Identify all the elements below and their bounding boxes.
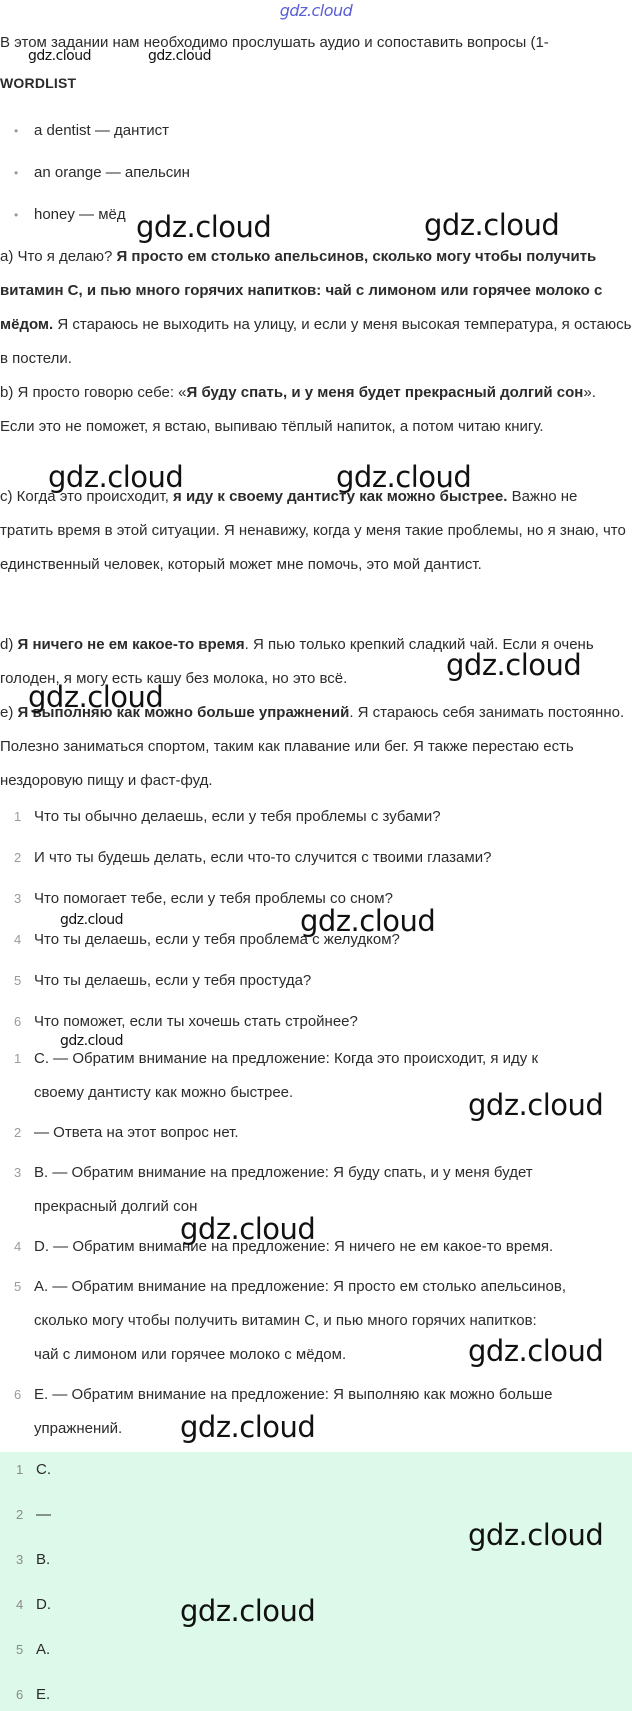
watermark: gdz.cloud: [424, 208, 560, 242]
question-number: 4: [14, 932, 22, 947]
paragraph-text: . Я пью только крепкий сладкий чай. Если я очень голоден, я могу есть кашу без молока, но это всё.: [0, 636, 594, 687]
paragraph-text: Я стараюсь не выходить на улицу, и если у меня высокая температура, я остаюсь в постели.: [0, 316, 632, 367]
watermark: gdz.cloud: [468, 1334, 604, 1368]
answer-item: [0, 1638, 50, 1662]
question-text: Что поможет, если ты хочешь стать стройнее?: [34, 1013, 358, 1030]
question-text: Что ты делаешь, если у тебя простуда?: [34, 972, 312, 989]
paragraph-text: e): [0, 704, 18, 721]
text-paragraph: [0, 480, 632, 582]
explanation-line: сколько могу чтобы получить витамин C, и пью много горячих напитков:: [34, 1312, 537, 1329]
answer-text: A.: [36, 1641, 51, 1658]
paragraph-text: b) Я просто говорю себе: «: [0, 384, 187, 401]
answers-box: [0, 1452, 632, 1711]
explanation-line: упражнений.: [34, 1420, 123, 1437]
question-item: [0, 841, 632, 882]
question-text: И что ты будешь делать, если что-то случится с твоими глазами?: [34, 849, 492, 866]
watermark: gdz.cloud: [28, 680, 164, 714]
explanation-line: чай с лимоном или горячее молоко с мёдом.: [34, 1346, 347, 1363]
question-text: Что помогает тебе, если у тебя проблемы со сном?: [34, 890, 393, 907]
paragraph-bold-text: Я буду спать, и у меня будет прекрасный долгий сон: [186, 384, 584, 401]
question-number: 6: [14, 1014, 22, 1029]
text-paragraph: [0, 376, 632, 444]
watermark: gdz.cloud: [148, 48, 211, 64]
watermark: gdz.cloud: [468, 1088, 604, 1122]
watermark: gdz.cloud: [180, 1212, 316, 1246]
answer-text: E.: [36, 1686, 51, 1703]
paragraph-text: a) Что я делаю?: [0, 248, 117, 265]
paragraph-text: . Я стараюсь себя занимать постоянно. Полезно заниматься спортом, таким как плавание или бег. Я также перестаю есть нездоровую пищу и фаст-фуд.: [0, 704, 625, 789]
answer-number: 4: [16, 1597, 24, 1612]
watermark: gdz.cloud: [48, 460, 184, 494]
explanation-number: 1: [14, 1051, 22, 1066]
answer-item: [0, 1503, 51, 1527]
explanation-line: — Ответа на этот вопрос нет.: [34, 1124, 239, 1141]
watermark: gdz.cloud: [300, 904, 436, 938]
answer-number: 3: [16, 1552, 24, 1567]
question-item: [0, 964, 632, 1005]
paragraph-bold-text: Я ничего не ем какое-то время: [17, 636, 245, 653]
answer-text: B.: [36, 1551, 51, 1568]
question-number: 5: [14, 973, 22, 988]
paragraph-text: d): [0, 636, 18, 653]
answer-item: [0, 1458, 51, 1482]
question-text: Что ты обычно делаешь, если у тебя проблемы с зубами?: [34, 808, 441, 825]
explanation-line: B. — Обратим внимание на предложение: Я буду спать, и у меня будет: [34, 1164, 533, 1181]
watermark: gdz.cloud: [180, 1410, 316, 1444]
wordlist-item: • honey — мёд: [0, 204, 190, 246]
watermark: gdz.cloud: [60, 1033, 123, 1049]
wordlist-item: • a dentist — дантист: [0, 120, 190, 162]
explanation-item: [0, 1378, 632, 1446]
answer-item: [0, 1548, 50, 1572]
site-logo[interactable]: gdz.cloud: [279, 1, 353, 20]
watermark: gdz.cloud: [180, 1594, 316, 1628]
answer-number: 1: [16, 1462, 24, 1477]
answer-text: C.: [36, 1461, 51, 1478]
explanation-item: [0, 1156, 632, 1224]
wordlist-item: • an orange — апельсин: [0, 162, 190, 204]
paragraph-text: Важно не тратить время в этой ситуации. Я ненавижу, когда у меня такие проблемы, но я знаю, что единственный человек, который может мне помочь, это мой дантист.: [0, 488, 626, 573]
explanation-number: 2: [14, 1125, 22, 1140]
watermark: gdz.cloud: [336, 460, 472, 494]
paragraph-text: ». Если это не поможет, я встаю, выпиваю тёплый напиток, а потом читаю книгу.: [0, 384, 596, 435]
paragraph-bold-text: Я выполняю как можно больше упражнений: [17, 704, 350, 721]
answer-number: 2: [16, 1507, 24, 1522]
explanation-number: 5: [14, 1279, 22, 1294]
paragraph-bold-text: Я просто ем столько апельсинов, сколько могу чтобы получить витамин C, и пью много горячих напитков: чай с лимоном или горячее молоко с мёдом.: [0, 248, 603, 333]
explanation-line: прекрасный долгий сон: [34, 1198, 198, 1215]
explanation-item: [0, 1230, 632, 1264]
watermark: gdz.cloud: [468, 1518, 604, 1552]
paragraph-bold-text: я иду к своему дантисту как можно быстрее.: [173, 488, 508, 505]
question-number: 2: [14, 850, 22, 865]
answer-text: D.: [36, 1596, 51, 1613]
text-paragraph: [0, 240, 632, 376]
question-item: [0, 800, 632, 841]
task-intro: В этом задании нам необходимо прослушать аудио и сопоставить вопросы (1-: [0, 34, 549, 51]
explanation-number: 3: [14, 1165, 22, 1180]
explanation-line: E. — Обратим внимание на предложение: Я выполняю как можно больше: [34, 1386, 553, 1403]
question-text: Что ты делаешь, если у тебя проблема с желудком?: [34, 931, 400, 948]
answer-number: 5: [16, 1642, 24, 1657]
wordlist-title: WORDLIST: [0, 75, 77, 91]
answer-number: 6: [16, 1687, 24, 1702]
answer-text: —: [36, 1506, 51, 1523]
answer-item: [0, 1683, 50, 1707]
explanation-line: A. — Обратим внимание на предложение: Я просто ем столько апельсинов,: [34, 1278, 567, 1295]
explanation-line: C. — Обратим внимание на предложение: Когда это происходит, я иду к: [34, 1050, 539, 1067]
explanation-line: своему дантисту как можно быстрее.: [34, 1084, 294, 1101]
answer-item: [0, 1593, 51, 1617]
explanation-number: 4: [14, 1239, 22, 1254]
question-number: 3: [14, 891, 22, 906]
question-number: 1: [14, 809, 22, 824]
explanation-number: 6: [14, 1387, 22, 1402]
watermark: gdz.cloud: [446, 648, 582, 682]
watermark: gdz.cloud: [28, 48, 91, 64]
watermark: gdz.cloud: [60, 912, 123, 928]
watermark: gdz.cloud: [136, 210, 272, 244]
paragraph-text: c) Когда это происходит,: [0, 488, 174, 505]
explanation-line: D. — Обратим внимание на предложение: Я ничего не ем какое-то время.: [34, 1238, 554, 1255]
